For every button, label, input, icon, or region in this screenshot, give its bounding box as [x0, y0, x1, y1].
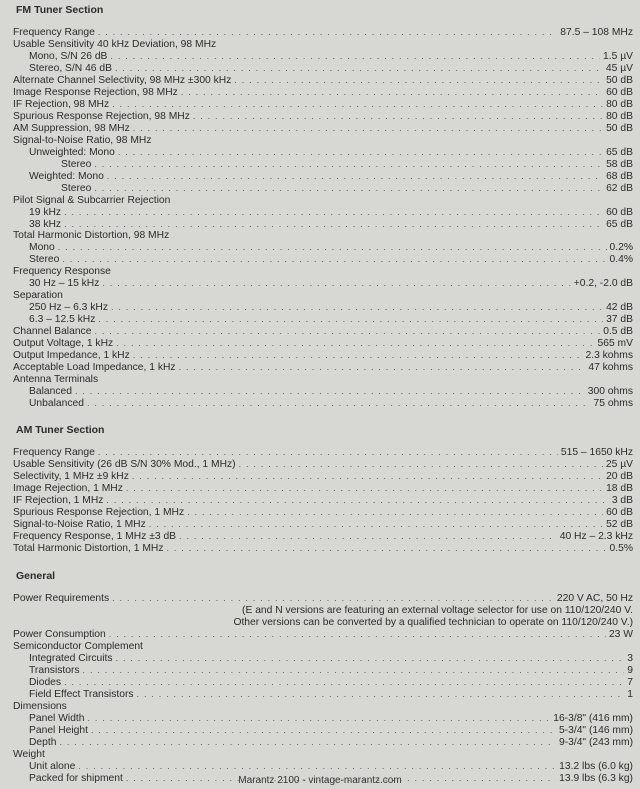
- spec-value: 25 µV: [605, 458, 633, 470]
- spec-label: Signal-to-Noise Ratio, 1 MHz: [13, 518, 146, 530]
- spec-label: Acceptable Load Impedance, 1 kHz: [13, 362, 176, 374]
- spec-note: (E and N versions are featuring an external voltage selector for use on 110/120/240 V.: [242, 604, 633, 616]
- spec-value: 50 dB: [606, 122, 633, 134]
- spec-label: 30 Hz – 15 kHz: [29, 278, 100, 290]
- spec-value: 1: [627, 688, 633, 700]
- spec-label: Stereo: [61, 158, 92, 170]
- spec-value: 0.5 dB: [603, 326, 633, 338]
- spec-label: Mono, S/N 26 dB: [29, 50, 108, 62]
- spec-label: Image Response Rejection, 98 MHz: [13, 86, 178, 98]
- spec-label: 6.3 – 12.5 kHz: [29, 314, 96, 326]
- spec-label: AM Suppression, 98 MHz: [13, 122, 130, 134]
- dot-leader: [87, 397, 591, 410]
- spec-label: Image Rejection, 1 MHz: [13, 482, 123, 494]
- spec-label: Alternate Channel Selectivity, 98 MHz ±300 kHz: [13, 74, 232, 86]
- spec-value: 565 mV: [597, 338, 633, 350]
- spec-label: Usable Sensitivity (26 dB S/N 30% Mod., 1 MHz): [13, 458, 236, 470]
- spec-label: Dimensions: [13, 700, 67, 712]
- spec-label: Packed for shipment: [29, 772, 123, 784]
- spec-value: 0.5%: [609, 542, 633, 554]
- spec-label: IF Rejection, 1 MHz: [13, 494, 104, 506]
- spec-label: Weight: [13, 748, 45, 760]
- spec-value: 60 dB: [606, 206, 633, 218]
- spec-value: 60 dB: [606, 506, 633, 518]
- spec-label: Output Voltage, 1 kHz: [13, 338, 114, 350]
- spec-label: 250 Hz – 6.3 kHz: [29, 302, 108, 314]
- spec-label: Total Harmonic Distortion, 98 MHz: [13, 230, 170, 242]
- section-heading: AM Tuner Section: [16, 424, 105, 436]
- spec-value: 50 dB: [606, 74, 633, 86]
- footer-caption: Marantz 2100 - vintage-marantz.com: [238, 775, 402, 786]
- spec-label: Stereo: [61, 182, 92, 194]
- spec-label: Frequency Range: [13, 447, 95, 458]
- spec-value: 40 Hz – 2.3 kHz: [559, 530, 633, 542]
- spec-label: Panel Width: [29, 712, 85, 724]
- spec-label: Total Harmonic Distortion, 1 MHz: [13, 542, 164, 554]
- spec-value: 300 ohms: [587, 386, 633, 398]
- spec-label: Spurious Response Rejection, 1 MHz: [13, 506, 185, 518]
- spec-label: Spurious Response Rejection, 98 MHz: [13, 110, 190, 122]
- spec-value: 65 dB: [606, 146, 633, 158]
- spec-value: 16-3/8" (416 mm): [553, 712, 633, 724]
- spec-label: Unbalanced: [29, 398, 84, 410]
- spec-value: 45 µV: [605, 62, 633, 74]
- spec-value: 13.2 lbs (6.0 kg): [559, 760, 633, 772]
- spec-label: Power Consumption: [13, 628, 106, 640]
- spec-row: [29, 397, 633, 410]
- spec-label: Usable Sensitivity 40 kHz Deviation, 98 MHz: [13, 38, 217, 50]
- spec-value: 62 dB: [606, 182, 633, 194]
- spec-value: 65 dB: [606, 218, 633, 230]
- spec-label: Depth: [29, 736, 57, 748]
- spec-value: 220 V AC, 50 Hz: [556, 593, 633, 604]
- spec-value: 37 dB: [606, 314, 633, 326]
- spec-label: Output Impedance, 1 kHz: [13, 350, 130, 362]
- spec-label: Frequency Response: [13, 266, 111, 278]
- spec-value: 87.5 – 108 MHz: [560, 27, 633, 38]
- spec-label: Transistors: [29, 664, 80, 676]
- spec-value: 0.2%: [609, 242, 633, 254]
- spec-label: IF Rejection, 98 MHz: [13, 98, 110, 110]
- spec-value: 2.3 kohms: [585, 350, 633, 362]
- spec-label: Power Requirements: [13, 593, 110, 604]
- spec-value: 20 dB: [606, 470, 633, 482]
- spec-label: Antenna Terminals: [13, 374, 99, 386]
- spec-value: 68 dB: [606, 170, 633, 182]
- spec-label: Integrated Circuits: [29, 652, 113, 664]
- spec-note: Other versions can be converted by a qualified technician to operate on 110/120/240 V.): [233, 616, 633, 628]
- spec-label: 38 kHz: [29, 218, 62, 230]
- spec-label: Signal-to-Noise Ratio, 98 MHz: [13, 134, 152, 146]
- spec-label: Frequency Response, 1 MHz ±3 dB: [13, 530, 177, 542]
- spec-label: Stereo, S/N 46 dB: [29, 62, 112, 74]
- spec-value: 3 dB: [611, 494, 633, 506]
- spec-value: 13.9 lbs (6.3 kg): [559, 772, 633, 784]
- spec-label: Pilot Signal & Subcarrier Rejection: [13, 194, 171, 206]
- spec-value: 80 dB: [606, 98, 633, 110]
- spec-label: Field Effect Transistors: [29, 688, 134, 700]
- spec-value: 60 dB: [606, 86, 633, 98]
- spec-value: 0.4%: [609, 254, 633, 266]
- spec-value: 9-3/4" (243 mm): [558, 736, 633, 748]
- section-heading: FM Tuner Section: [16, 4, 104, 16]
- spec-value: 1.5 µV: [603, 50, 633, 62]
- section-heading: General: [16, 570, 56, 582]
- spec-label: Weighted: Mono: [29, 170, 104, 182]
- spec-label: Channel Balance: [13, 326, 92, 338]
- spec-value: 80 dB: [606, 110, 633, 122]
- spec-value: 18 dB: [606, 482, 633, 494]
- spec-value: 75 ohms: [593, 398, 633, 410]
- spec-label: Panel Height: [29, 724, 88, 736]
- spec-value: 9: [627, 664, 633, 676]
- spec-label: Unweighted: Mono: [29, 146, 115, 158]
- spec-label: Diodes: [29, 676, 62, 688]
- spec-value: 7: [627, 676, 633, 688]
- spec-label: 19 kHz: [29, 206, 62, 218]
- spec-value: +0.2, -2.0 dB: [573, 278, 633, 290]
- spec-label: Semiconductor Complement: [13, 640, 143, 652]
- spec-value: 23 W: [608, 628, 633, 640]
- spec-value: 515 – 1650 kHz: [560, 447, 633, 458]
- spec-label: Balanced: [29, 386, 72, 398]
- spec-label: Separation: [13, 290, 63, 302]
- spec-value: 58 dB: [606, 158, 633, 170]
- spec-label: Stereo: [29, 254, 60, 266]
- spec-row: [13, 542, 633, 555]
- spec-value: 52 dB: [606, 518, 633, 530]
- spec-label: Frequency Range: [13, 27, 95, 38]
- spec-value: 42 dB: [606, 302, 633, 314]
- dot-leader: [167, 542, 607, 555]
- spec-value: 5-3/4" (146 mm): [558, 724, 633, 736]
- spec-label: Unit alone: [29, 760, 76, 772]
- spec-label: Selectivity, 1 MHz ±9 kHz: [13, 470, 129, 482]
- spec-label: Mono: [29, 242, 55, 254]
- spec-value: 47 kohms: [588, 362, 633, 374]
- spec-value: 3: [627, 652, 633, 664]
